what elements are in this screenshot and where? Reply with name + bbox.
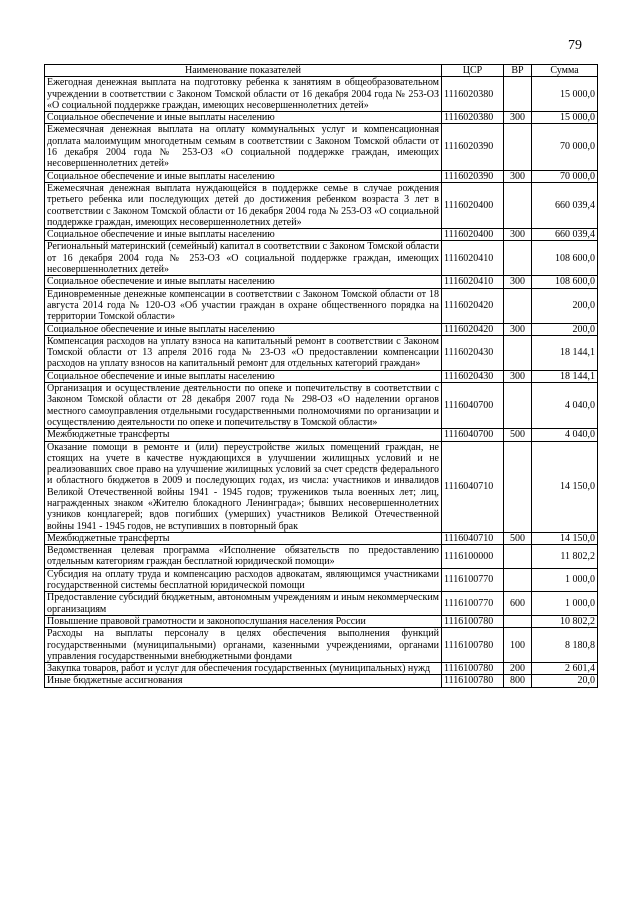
cell-csr: 1116020420 <box>442 288 504 323</box>
cell-vr: 500 <box>504 429 532 441</box>
table-row <box>45 170 598 182</box>
cell-sum: 660 039,4 <box>532 182 598 228</box>
cell-vr: 100 <box>504 628 532 663</box>
cell-sum: 4 040,0 <box>532 429 598 441</box>
header-vr: ВР <box>504 65 532 77</box>
cell-csr: 1116020410 <box>442 241 504 276</box>
cell-vr <box>504 288 532 323</box>
cell-csr: 1116020390 <box>442 170 504 182</box>
cell-vr <box>504 241 532 276</box>
cell-sum: 200,0 <box>532 288 598 323</box>
cell-sum: 200,0 <box>532 323 598 335</box>
cell-sum: 14 150,0 <box>532 441 598 532</box>
page-number: 79 <box>568 38 582 53</box>
table-row <box>45 276 598 288</box>
cell-sum: 1 000,0 <box>532 568 598 592</box>
table-row <box>45 545 598 569</box>
cell-csr: 1116040710 <box>442 441 504 532</box>
table-row <box>45 182 598 228</box>
cell-vr <box>504 124 532 170</box>
cell-sum: 18 144,1 <box>532 335 598 370</box>
cell-vr <box>504 568 532 592</box>
cell-vr <box>504 615 532 627</box>
cell-csr: 1116020430 <box>442 370 504 382</box>
table-row <box>45 112 598 124</box>
cell-vr: 300 <box>504 370 532 382</box>
cell-name: Иные бюджетные ассигнования <box>45 675 442 687</box>
cell-csr: 1116100780 <box>442 675 504 687</box>
cell-name: Социальное обеспечение и иные выплаты населению <box>45 229 442 241</box>
table-row <box>45 323 598 335</box>
cell-name: Ежегодная денежная выплата на подготовку ребенка к занятиям в общеобразовательном учреждении в соответствии с Законом Томской области от 16 декабря 2004 года № 253-ОЗ «О социальной поддержке граждан, имеющих несовершеннолетних детей» <box>45 77 442 112</box>
cell-vr: 500 <box>504 532 532 544</box>
cell-csr: 1116020420 <box>442 323 504 335</box>
cell-csr: 1116040700 <box>442 383 504 429</box>
cell-vr: 800 <box>504 675 532 687</box>
cell-sum: 18 144,1 <box>532 370 598 382</box>
header-sum: Сумма <box>532 65 598 77</box>
budget-table <box>44 64 598 688</box>
cell-csr: 1116020400 <box>442 182 504 228</box>
cell-vr: 600 <box>504 592 532 616</box>
cell-sum: 11 802,2 <box>532 545 598 569</box>
cell-vr: 300 <box>504 276 532 288</box>
table-row <box>45 288 598 323</box>
cell-name: Расходы на выплаты персоналу в целях обеспечения выполнения функций государственными (муниципальными) органами, казенными учреждениями, органами управления государственными внебюджетными фондами <box>45 628 442 663</box>
table-row <box>45 628 598 663</box>
table-row <box>45 615 598 627</box>
cell-sum: 4 040,0 <box>532 383 598 429</box>
cell-csr: 1116100770 <box>442 592 504 616</box>
cell-name: Субсидия на оплату труда и компенсацию расходов адвокатам, являющимся участниками государственной системы бесплатной юридической помощи <box>45 568 442 592</box>
table-row <box>45 383 598 429</box>
cell-name: Межбюджетные трансферты <box>45 429 442 441</box>
cell-sum: 660 039,4 <box>532 229 598 241</box>
cell-sum: 8 180,8 <box>532 628 598 663</box>
cell-vr: 200 <box>504 663 532 675</box>
cell-name: Социальное обеспечение и иные выплаты населению <box>45 170 442 182</box>
cell-name: Социальное обеспечение и иные выплаты населению <box>45 276 442 288</box>
cell-name: Ведомственная целевая программа «Исполнение обязательств по предоставлению отдельным категориям граждан бесплатной юридической помощи» <box>45 545 442 569</box>
cell-csr: 1116100000 <box>442 545 504 569</box>
cell-vr: 300 <box>504 229 532 241</box>
cell-csr: 1116020410 <box>442 276 504 288</box>
table-row <box>45 124 598 170</box>
cell-name: Предоставление субсидий бюджетным, автономным учреждениям и иным некоммерческим организациям <box>45 592 442 616</box>
cell-vr <box>504 182 532 228</box>
cell-sum: 70 000,0 <box>532 124 598 170</box>
cell-csr: 1116040710 <box>442 532 504 544</box>
table-row <box>45 441 598 532</box>
cell-sum: 15 000,0 <box>532 112 598 124</box>
cell-sum: 108 600,0 <box>532 241 598 276</box>
table-row <box>45 370 598 382</box>
cell-name: Закупка товаров, работ и услуг для обеспечения государственных (муниципальных) нужд <box>45 663 442 675</box>
cell-name: Компенсация расходов на уплату взноса на капитальный ремонт в соответствии с Законом Томской области от 13 апреля 2016 года № 23-ОЗ «О предоставлении компенсации расходов на уплату взносов на капитальный ремонт для отдельных категорий граждан» <box>45 335 442 370</box>
cell-sum: 1 000,0 <box>532 592 598 616</box>
cell-csr: 1116020400 <box>442 229 504 241</box>
table-header-row <box>45 65 598 77</box>
cell-name: Социальное обеспечение и иные выплаты населению <box>45 323 442 335</box>
cell-sum: 20,0 <box>532 675 598 687</box>
cell-csr: 1116100780 <box>442 615 504 627</box>
cell-name: Региональный материнский (семейный) капитал в соответствии с Законом Томской области от 16 декабря 2004 года № 253-ОЗ «О социальной поддержке граждан, имеющих несовершеннолетних детей» <box>45 241 442 276</box>
cell-vr <box>504 383 532 429</box>
cell-vr <box>504 441 532 532</box>
cell-sum: 2 601,4 <box>532 663 598 675</box>
table-row <box>45 241 598 276</box>
cell-csr: 1116100770 <box>442 568 504 592</box>
cell-name: Единовременные денежные компенсации в соответствии с Законом Томской области от 18 августа 2014 года № 120-ОЗ «Об участии граждан в охране общественного порядка на территории Томской области» <box>45 288 442 323</box>
table-row <box>45 429 598 441</box>
cell-sum: 15 000,0 <box>532 77 598 112</box>
table-row <box>45 592 598 616</box>
cell-csr: 1116020390 <box>442 124 504 170</box>
table-body <box>45 77 598 687</box>
table-row <box>45 568 598 592</box>
cell-vr: 300 <box>504 170 532 182</box>
cell-csr: 1116020380 <box>442 77 504 112</box>
table-row <box>45 532 598 544</box>
cell-sum: 10 802,2 <box>532 615 598 627</box>
cell-vr <box>504 545 532 569</box>
cell-vr: 300 <box>504 112 532 124</box>
cell-name: Межбюджетные трансферты <box>45 532 442 544</box>
table-row <box>45 77 598 112</box>
cell-sum: 70 000,0 <box>532 170 598 182</box>
cell-vr <box>504 77 532 112</box>
cell-name: Социальное обеспечение и иные выплаты населению <box>45 370 442 382</box>
header-name: Наименование показателей <box>45 65 442 77</box>
table-row <box>45 675 598 687</box>
cell-name: Повышение правовой грамотности и законопослушания населения России <box>45 615 442 627</box>
cell-csr: 1116100780 <box>442 663 504 675</box>
table-row <box>45 335 598 370</box>
cell-csr: 1116020430 <box>442 335 504 370</box>
cell-name: Ежемесячная денежная выплата нуждающейся в поддержке семье в случае рождения третьего ребенка или последующих детей до достижения ребенком возраста 3 лет в соответствии с Законом Томской области от 16 декабря 2004 года № 253-ОЗ «О социальной поддержке граждан, имеющих несовершеннолетних детей» <box>45 182 442 228</box>
cell-sum: 14 150,0 <box>532 532 598 544</box>
cell-name: Ежемесячная денежная выплата на оплату коммунальных услуг и компенсационная доплата малоимущим многодетным семьям в соответствии с Законом Томской области от 16 декабря 2004 года № 253-ОЗ «О социальной поддержке граждан, имеющих несовершеннолетних детей» <box>45 124 442 170</box>
cell-name: Организация и осуществление деятельности по опеке и попечительству в соответствии с Законом Томской области от 28 декабря 2007 года № 298-ОЗ «О наделении органов местного самоуправления отдельными государственными полномочиями по организации и осуществлению деятельности по опеке и попечительству в Томской области» <box>45 383 442 429</box>
cell-name: Оказание помощи в ремонте и (или) переустройстве жилых помещений граждан, не стоящих на учете в качестве нуждающихся в улучшении жилищных условий и не реализовавших свое право на улучшение жилищных условий за счет средств федерального и областного бюджетов в 2009 и последующих годах, из числа: участников и инвалидов Великой Отечественной войны 1941 - 1945 годов; тружеников тыла военных лет; лиц, награжденных знаком «Жителю блокадного Ленинграда»; бывших несовершеннолетних узников концлагерей; вдов погибших (умерших) участников Великой Отечественной войны 1941 - 1945 годов, не вступивших в повторный брак <box>45 441 442 532</box>
cell-csr: 1116020380 <box>442 112 504 124</box>
cell-csr: 1116040700 <box>442 429 504 441</box>
cell-name: Социальное обеспечение и иные выплаты населению <box>45 112 442 124</box>
cell-csr: 1116100780 <box>442 628 504 663</box>
cell-sum: 108 600,0 <box>532 276 598 288</box>
cell-vr <box>504 335 532 370</box>
cell-vr: 300 <box>504 323 532 335</box>
header-csr: ЦСР <box>442 65 504 77</box>
table-row <box>45 229 598 241</box>
table-row <box>45 663 598 675</box>
